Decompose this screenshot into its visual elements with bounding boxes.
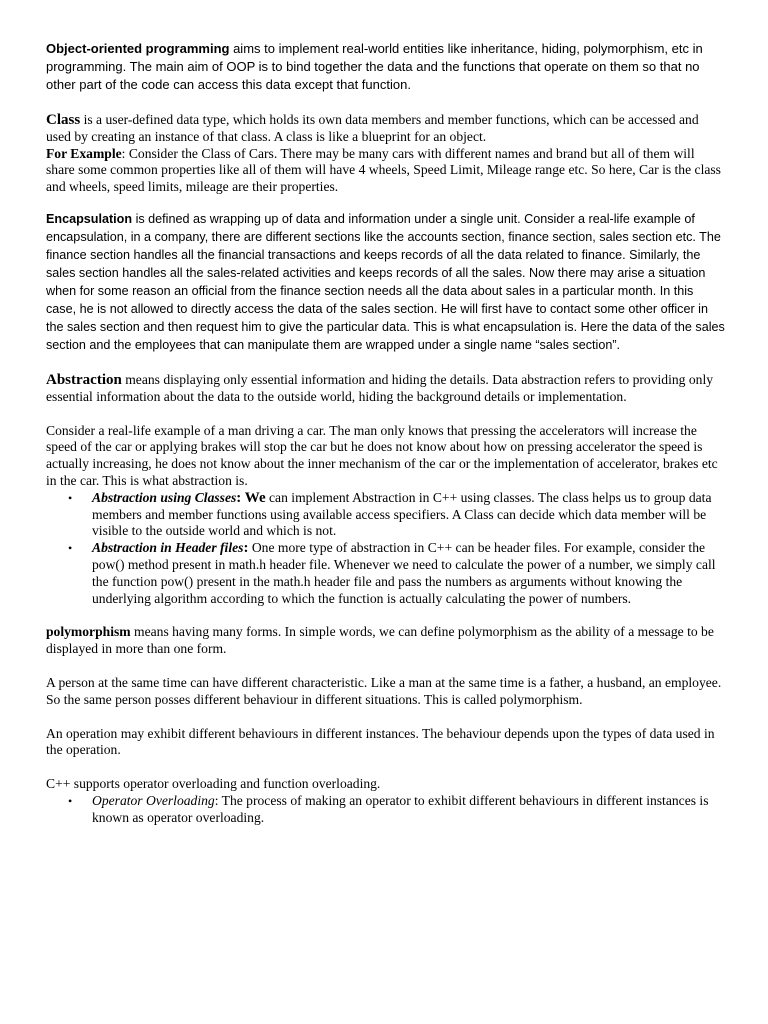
encapsulation-term: Encapsulation bbox=[46, 211, 133, 226]
oop-text: aims to implement real-world entities like inheritance, hiding, polymorphism, etc in programming. The main aim of OOP is to bind together the data and the functions that operate on them so that no other part of the code can access this data except that function. bbox=[46, 41, 703, 92]
class-example-text: : Consider the Class of Cars. There may be many cars with different names and brand but all of them will share some common properties like all of them will have 4 wheels, Speed Limit, Mileage range etc. So here, Car is the class and wheels, speed limits, mileage are their properties. bbox=[46, 145, 721, 195]
list-item bbox=[46, 540, 726, 607]
bullet-label: Abstraction in Header files bbox=[92, 540, 244, 556]
class-text: is a user-defined data type, which holds its own data members and member functions, which can be accessed and used by creating an instance of that class. A class is like a blueprint for an object. bbox=[46, 112, 699, 144]
class-term: Class bbox=[46, 112, 81, 128]
polymorphism-paragraph bbox=[46, 624, 726, 658]
bullet-icon: • bbox=[68, 793, 73, 808]
oop-paragraph bbox=[46, 40, 726, 94]
polymorphism-paragraph-3: An operation may exhibit different behaviours in different instances. The behaviour depends upon the types of data used in the operation. bbox=[46, 725, 715, 758]
abstraction-bullet-list bbox=[46, 490, 726, 608]
abstraction-term: Abstraction bbox=[46, 371, 122, 388]
abstraction-example-paragraph: Consider a real-life example of a man driving a car. The man only knows that pressing the accelerators will increase the speed of the car or applying brakes will stop the car but he does not know about how on pressing accelerator the speed is actually increasing, he does not know about the inner mechanism of the car or the implementation of accelerator, brakes etc in the car. This is what abstraction is. bbox=[46, 422, 718, 488]
abstraction-paragraph bbox=[46, 372, 726, 406]
list-item bbox=[46, 793, 726, 827]
abstraction-text: means displaying only essential information and hiding the details. Data abstraction refers to providing only essential information about the data to the outside world, hiding the background details or implementation. bbox=[46, 371, 714, 404]
polymorphism-text: means having many forms. In simple words, we can define polymorphism as the ability of a message to be displayed in more than one form. bbox=[46, 624, 714, 657]
bullet-icon: • bbox=[68, 490, 73, 505]
polymorphism-paragraph-4: C++ supports operator overloading and function overloading. bbox=[46, 776, 381, 792]
bullet-text: One more type of abstraction in C++ can be header files. For example, consider the pow() method present in math.h header file. Whenever we need to calculate the power of a number, we simply call the function pow() present in the math.h header file and pass the numbers as arguments without knowing the underlying algorithm according to which the function is actually calculating the power of numbers. bbox=[92, 540, 716, 606]
bullet-icon: • bbox=[68, 541, 73, 556]
list-item bbox=[46, 490, 726, 540]
class-example-label: For Example bbox=[46, 145, 122, 161]
encapsulation-paragraph bbox=[46, 210, 726, 354]
document-page bbox=[46, 40, 726, 827]
encapsulation-text: is defined as wrapping up of data and information under a single unit. Consider a real-life example of encapsulation, in a company, there are different sections like the accounts section, finance section, sales section etc. The finance section handles all the financial transactions and keeps records of all the data related to finance. Similarly, the sales section handles all the sales-related activities and keeps records of all the sales. Now there may arise a situation when for some reason an official from the finance section needs all the data about sales in a particular month. In this case, he is not allowed to directly access the data of the sales section. He will first have to contact some other officer in the sales section and then request him to give the particular data. This is what encapsulation is. Here the data of the sales section and the employees that can manipulate them are wrapped under a single name “sales section”. bbox=[46, 211, 725, 352]
bullet-label: Abstraction using Classes bbox=[92, 489, 237, 505]
polymorphism-bullet-list bbox=[46, 793, 726, 827]
bullet-label: Operator Overloading bbox=[92, 792, 215, 808]
polymorphism-term: polymorphism bbox=[46, 624, 131, 640]
bullet-colon: : bbox=[236, 489, 245, 506]
bullet-text: : The process of making an operator to exhibit different behaviours in different instances is known as operator overloading. bbox=[92, 792, 709, 825]
bullet-text: can implement Abstraction in C++ using classes. The class helps us to group data members and member functions using available access specifiers. A Class can decide which data member will be visible to the outside world and which is not. bbox=[92, 489, 712, 539]
oop-term: Object-oriented programming bbox=[46, 41, 230, 56]
polymorphism-paragraph-2: A person at the same time can have different characteristic. Like a man at the same time is a father, a husband, an employee. So the same person posses different behaviour in different situations. This is called polymorphism. bbox=[46, 674, 722, 707]
class-paragraph bbox=[46, 112, 726, 196]
bullet-colon: : bbox=[243, 540, 249, 557]
bullet-lead: We bbox=[244, 489, 266, 506]
